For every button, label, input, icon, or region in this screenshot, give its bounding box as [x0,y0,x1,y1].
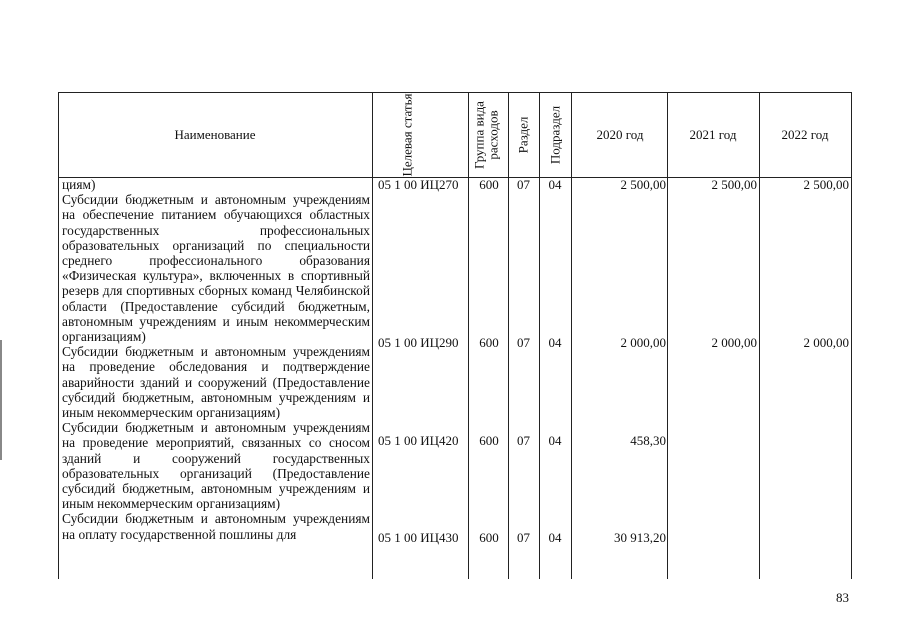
row-section: 07 [517,530,530,545]
text-paragraph: циям) [62,177,96,192]
header-target: Целевая статья [399,93,415,177]
row-2022: 2 000,00 [803,335,849,350]
row-section: 07 [517,335,530,350]
header-subsection: Подраздел [547,105,563,165]
header-2021: 2021 год [689,126,737,142]
row-subsection: 04 [548,530,562,545]
header-2020: 2020 год [596,126,644,142]
row-2020: 30 913,20 [614,530,666,545]
scan-edge-mark [0,340,2,460]
text-paragraph: Субсидии бюджетным и автономным учреждениям на обеспечение питанием обучающихся областных государственных профессиональных образовательных организаций по специальности среднего профессионального образования «Физическая культура», включенных в спортивный резерв для спортивных сборных команд Челябинской области (Предоставление субсидий бюджетным, автономным учреждениям и иным некоммерческим организациям) [62,192,370,345]
row-subsection: 04 [548,335,562,350]
text-paragraph: Субсидии бюджетным и автономным учреждениям на проведение мероприятий, связанных со сносом зданий и сооружений государственных образовательных организаций (Предоставление субсидий бюджетным, автономным учреждениям и иным некоммерческим организациям) [62,420,370,512]
header-name: Наименование [174,126,256,142]
row-group: 600 [479,335,499,350]
col-border [851,92,852,579]
row-subsection: 04 [548,177,562,192]
page-number: 83 [836,590,849,605]
row-2021: 2 500,00 [711,177,757,192]
row-2020: 2 500,00 [620,177,666,192]
header-group: Группа вида расходов [471,101,501,169]
row-2020: 458,30 [630,433,666,448]
row-code: 05 1 00 ИЦ270 [378,177,459,192]
name-column-text [62,177,370,542]
header-2022: 2022 год [781,126,829,142]
row-code: 05 1 00 ИЦ290 [378,335,459,350]
row-subsection: 04 [548,433,562,448]
row-2021: 2 000,00 [711,335,757,350]
row-section: 07 [517,433,530,448]
row-group: 600 [479,177,499,192]
row-2020: 2 000,00 [620,335,666,350]
header-section: Раздел [515,116,531,154]
row-section: 07 [517,177,530,192]
col-border [372,92,373,579]
row-code: 05 1 00 ИЦ420 [378,433,459,448]
text-paragraph: Субсидии бюджетным и автономным учреждениям на проведение обследования и подтверждение аварийности зданий и сооружений (Предоставление субсидий бюджетным, автономным учреждениям и иным некоммерческим организациям) [62,344,370,421]
row-group: 600 [479,530,499,545]
text-paragraph: Субсидии бюджетным и автономным учреждениям на оплату государственной пошлины для [62,511,370,542]
row-code: 05 1 00 ИЦ430 [378,530,459,545]
row-group: 600 [479,433,499,448]
row-2022: 2 500,00 [803,177,849,192]
